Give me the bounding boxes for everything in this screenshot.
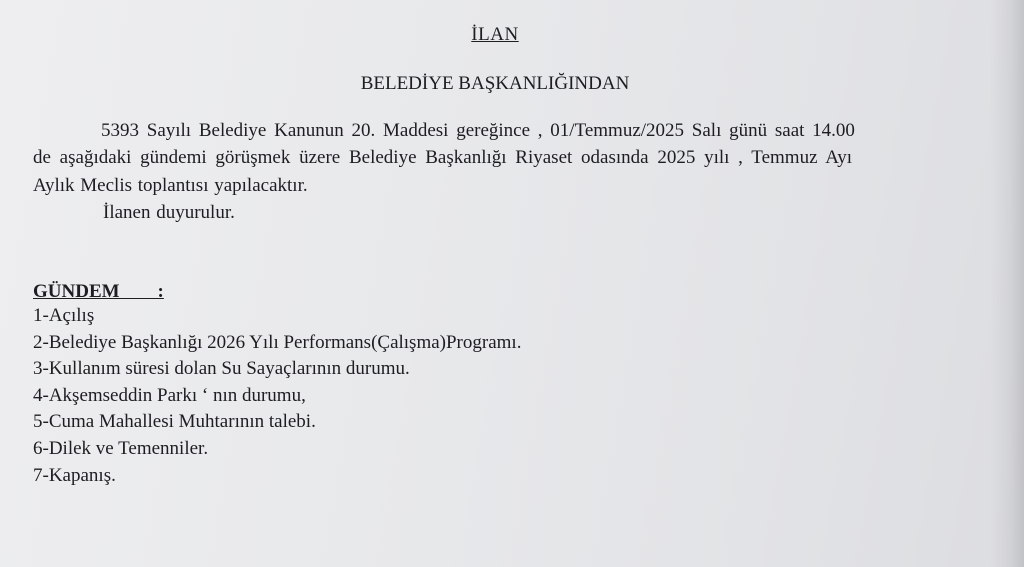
agenda-item: 6-Dilek ve Temenniler. (33, 437, 209, 459)
agenda-item: 3-Kullanım süresi dolan Su Sayaçlarının durumu. (33, 358, 410, 380)
agenda-item: 2-Belediye Başkanlığı 2026 Yılı Performans(Çalışma)Programı. (33, 331, 522, 353)
agenda-item: 7-Kapanış. (33, 464, 116, 486)
body-line: 5393 Sayılı Belediye Kanunun 20. Maddesi gereğince , 01/Temmuz/2025 Salı günü saat 14.00 (101, 120, 855, 141)
agenda-item: 5-Cuma Mahallesi Muhtarının talebi. (33, 411, 316, 433)
announcement-closing: İlanen duyurulur. (103, 202, 235, 223)
body-line: de aşağıdaki gündemi görüşmek üzere Belediye Başkanlığı Riyaset odasında 2025 yılı , Temmuz Ayı (33, 147, 852, 168)
page-edge-shadow (990, 0, 1024, 567)
agenda-item: 4-Akşemseddin Parkı ‘ nın durumu, (33, 384, 306, 406)
agenda-item: 1-Açılış (33, 305, 95, 326)
document-title: İLAN (471, 24, 519, 45)
agenda-heading: GÜNDEM : (33, 281, 164, 302)
document-subtitle: BELEDİYE BAŞKANLIĞINDAN (360, 73, 630, 94)
body-line: Aylık Meclis toplantısı yapılacaktır. (33, 175, 308, 196)
agenda-list (33, 303, 521, 489)
